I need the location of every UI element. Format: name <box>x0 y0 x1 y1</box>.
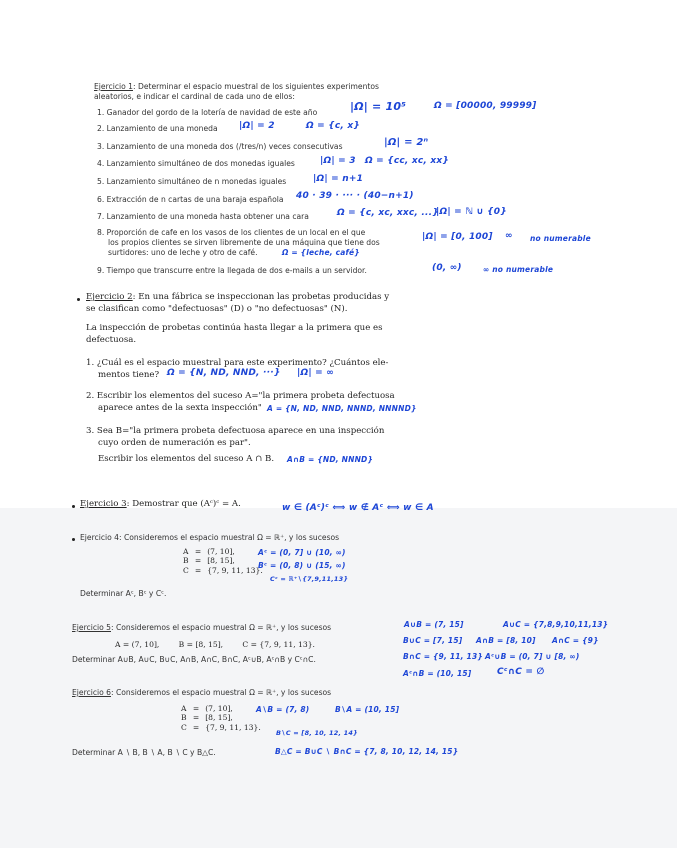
ej2-para-line2: defectuosa. <box>86 335 137 345</box>
ej4-intro: Ejercicio 4: Consideremos el espacio muestral Ω = ℝ⁺, y los sucesos <box>80 533 340 542</box>
ej1-item-8-hw-card: |Ω| = [0, 100] <box>422 232 493 242</box>
ej3-line: Ejercicio 3: Demostrar que (Aᶜ)ᶜ = A. <box>80 499 241 509</box>
ej5-hw-acnb: Aᶜ∩B = (10, 15] <box>403 669 472 678</box>
ej1-item-7: 7. Lanzamiento de una moneda hasta obtener una cara <box>97 212 309 221</box>
ej2-q1-hw-space: Ω = {N, ND, NND, ···} <box>167 368 281 378</box>
ej6-hw-bma: B∖A = (10, 15] <box>335 705 400 714</box>
ej6-hw-bdc: B△C = B∪C ∖ B∩C = {7, 8, 10, 12, 14, 15} <box>275 747 459 756</box>
ej1-item-9-hw-note: ∞ no numerable <box>483 265 554 274</box>
ej2-q3-line2: cuyo orden de numeración es par". <box>98 438 251 448</box>
ej6-hw-bmc: B∖C = [8, 10, 12, 14} <box>276 729 358 737</box>
ej1-item-6-hw: 40 · 39 · ··· · (40−n+1) <box>296 191 414 201</box>
ej6-title: Ejercicio 6 <box>72 688 111 697</box>
ej6-row-c: C = {7, 9, 11, 13}. <box>181 722 261 732</box>
ej5-hw-ccnc: Cᶜ∩C = ∅ <box>497 667 545 677</box>
ej5-hw-buc: B∪C = [7, 15] <box>403 636 463 645</box>
ej4-row-c: C = {7, 9, 11, 13}. <box>183 565 263 575</box>
ej1-item-8-line2: los propios clientes se sirven libremente de una máquina que tiene dos <box>108 238 380 247</box>
ej2-q1-line2: mentos tiene? <box>98 370 160 380</box>
ej5-hw-auc: A∪C = {7,8,9,10,11,13} <box>503 620 609 629</box>
ej5-hw-acub: Aᶜ∪B = (0, 7] ∪ [8, ∞) <box>485 652 580 661</box>
ej4-hw-c: Cᶜ = ℝ⁺∖{7,9,11,13} <box>270 575 349 583</box>
ej1-item-7-hw-space: Ω = {c, xc, xxc, ...} <box>337 208 439 218</box>
ej2-bullet <box>77 298 80 301</box>
ej1-item-9: 9. Tiempo que transcurre entre la llegada de dos e-mails a un servidor. <box>97 266 367 275</box>
ej6-row-a: A = (7, 10], <box>181 704 233 713</box>
ej5-title: Ejercicio 5 <box>72 623 111 632</box>
ej2-q2-hw: A = {N, ND, NND, NNND, NNNND} <box>267 404 417 413</box>
ej4-row-b: B = [8, 15], <box>183 556 235 566</box>
ej6-intro: Ejercicio 6: Consideremos el espacio muestral Ω = ℝ⁺, y los sucesos <box>72 688 332 697</box>
ej4-hw-b: Bᶜ = (0, 8) ∪ (15, ∞) <box>258 561 346 570</box>
ej2-q3-line3: Escribir los elementos del suceso A ∩ B. <box>98 454 275 464</box>
ej2-q1-hw-card: |Ω| = ∞ <box>297 368 334 378</box>
ej3-title: Ejercicio 3 <box>80 499 127 509</box>
ej6-row-b: B = [8, 15], <box>181 713 233 723</box>
ej1-item-9-hw-space: (0, ∞) <box>432 263 462 273</box>
lower-page-background <box>0 508 677 848</box>
ej1-intro-line1 <box>94 82 379 91</box>
ej1-item-7-hw-card: |Ω| = ℕ ∪ {0} <box>436 207 507 217</box>
ej1-item-1: 1. Ganador del gordo de la lotería de navidad de este año <box>97 108 318 117</box>
ej1-item-8-hw-infinity: ∞ <box>505 231 513 241</box>
ej2-q3-line1: 3. Sea B="la primera probeta defectuosa aparece en una inspección <box>86 426 385 436</box>
ej4-hw-a: Aᶜ = (0, 7] ∪ (10, ∞) <box>258 548 346 557</box>
ej1-item-5: 5. Lanzamiento simultáneo de n monedas iguales <box>97 177 287 186</box>
ej1-item-3: 3. Lanzamiento de una moneda dos (/tres/n) veces consecutivas <box>97 142 343 151</box>
ej1-item-3-hw-card: |Ω| = 2ⁿ <box>384 137 429 148</box>
ej1-item-8-hw-space: Ω = {leche, café} <box>282 248 360 257</box>
ej6-sets <box>178 704 264 732</box>
ej5-hw-anb: A∩B = [8, 10] <box>476 636 536 645</box>
ej5-hw-anc: A∩C = {9} <box>552 636 599 645</box>
ej5-sets: A = (7, 10], B = [8, 15], C = {7, 9, 11, 13}. <box>115 640 315 649</box>
ej2-intro-line2: se clasifican como "defectuosas" (D) o "no defectuosas" (N). <box>86 304 348 314</box>
ej2-q1-line1: 1. ¿Cuál es el espacio muestral para este experimento? ¿Cuántos ele- <box>86 358 389 368</box>
ej5-ask: Determinar A∪B, A∪C, B∪C, A∩B, A∩C, B∩C, Aᶜ∪B, Aᶜ∩B y Cᶜ∩C. <box>72 655 316 664</box>
ej2-intro-line1: Ejercicio 2: En una fábrica se inspeccionan las probetas producidas y <box>86 292 390 302</box>
ej1-item-2-hw-card: |Ω| = 2 <box>239 121 275 131</box>
ej1-item-2: 2. Lanzamiento de una moneda <box>97 124 218 133</box>
ej2-q2-line1: 2. Escribir los elementos del suceso A="la primera probeta defectuosa <box>86 391 395 401</box>
ej6-hw-amb: A∖B = (7, 8) <box>256 705 310 714</box>
ej3-hw: w ∈ (Aᶜ)ᶜ ⟺ w ∉ Aᶜ ⟺ w ∈ A <box>282 503 434 513</box>
ej4-sets <box>180 547 266 575</box>
ej1-item-5-hw-card: |Ω| = n+1 <box>313 174 364 184</box>
ej3-bullet <box>72 505 75 508</box>
ej1-item-8-line3: surtidores: uno de leche y otro de café. <box>108 248 258 257</box>
ej1-intro-line2: aleatorios, e indicar el cardinal de cada uno de ellos: <box>94 92 295 101</box>
ej5-hw-aub: A∪B = (7, 15] <box>404 620 464 629</box>
ej1-item-4: 4. Lanzamiento simultáneo de dos monedas iguales <box>97 159 295 168</box>
ej6-ask: Determinar A ∖ B, B ∖ A, B ∖ C y B△C. <box>72 748 216 757</box>
ej4-title: Ejercicio 4 <box>80 533 119 542</box>
ej1-item-8-line1: 8. Proporción de cafe en los vasos de los clientes de un local en el que <box>97 228 366 237</box>
ej1-item-1-hw-card: |Ω| = 10⁵ <box>350 100 407 113</box>
ej1-title: Ejercicio 1 <box>94 82 133 91</box>
ej1-item-4-hw-space: Ω = {cc, xc, xx} <box>365 156 449 166</box>
ej6-sets-table <box>178 704 264 732</box>
ej1-item-2-hw-space: Ω = {c, x} <box>306 121 360 131</box>
ej4-sets-table <box>180 547 266 575</box>
ej5-hw-bnc: B∩C = {9, 11, 13} <box>403 652 483 661</box>
ej1-item-4-hw-card: |Ω| = 3 <box>320 156 356 166</box>
ej1-intro-text: : Determinar el espacio muestral de los siguientes experimentos <box>133 82 379 91</box>
ej1-item-1-hw-space: Ω = [00000, 99999] <box>434 101 537 111</box>
ej1-item-8-hw-note: no numerable <box>530 234 591 243</box>
ej4-row-a: A = (7, 10], <box>183 547 235 556</box>
ej4-ask: Determinar Aᶜ, Bᶜ y Cᶜ. <box>80 589 167 598</box>
ej5-intro: Ejercicio 5: Consideremos el espacio muestral Ω = ℝ⁺, y los sucesos <box>72 623 332 632</box>
ej2-q2-line2: aparece antes de la sexta inspección" <box>98 403 262 413</box>
ej2-title: Ejercicio 2 <box>86 292 133 302</box>
ej2-para-line1: La inspección de probetas continúa hasta llegar a la primera que es <box>86 323 383 333</box>
ej4-bullet <box>72 538 75 541</box>
ej1-item-6: 6. Extracción de n cartas de una baraja española <box>97 195 284 204</box>
ej2-q3-hw: A∩B = {ND, NNND} <box>287 455 374 464</box>
